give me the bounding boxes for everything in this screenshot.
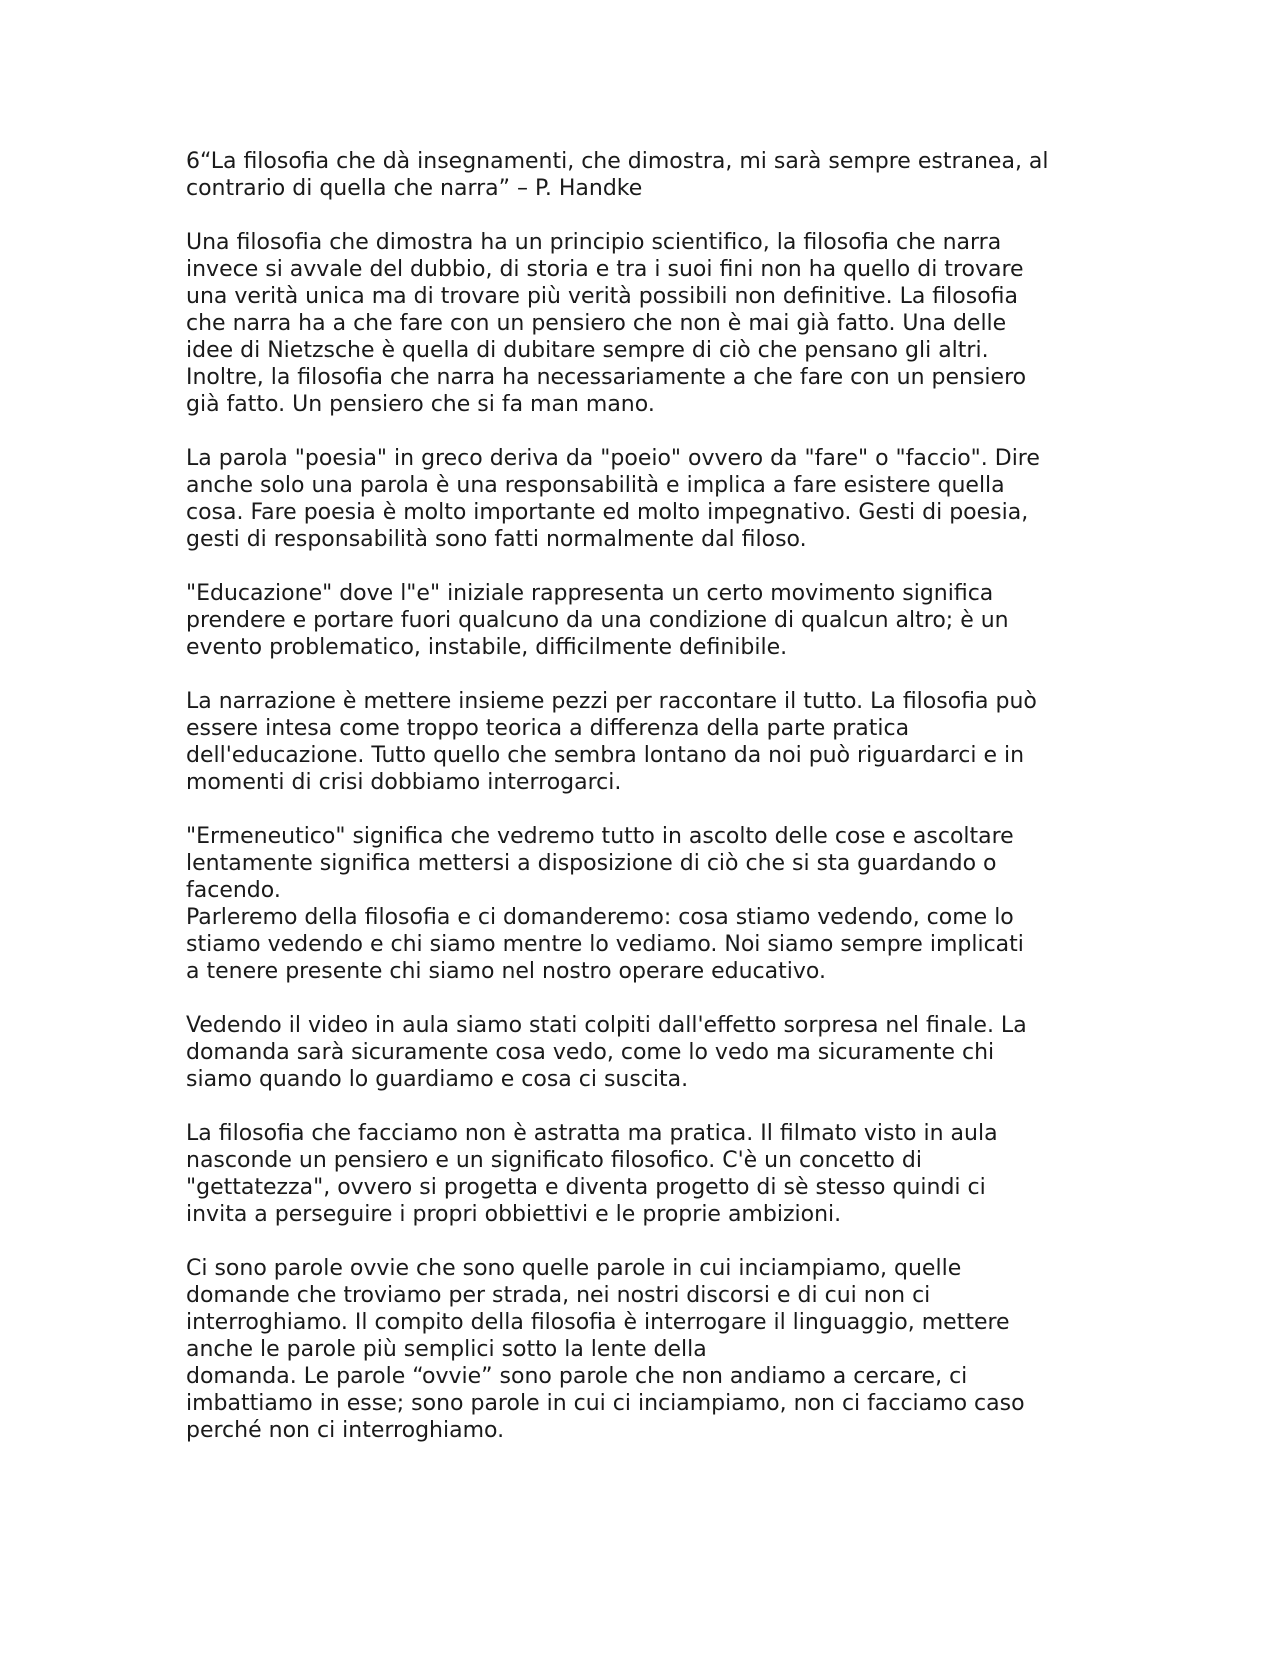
paragraph <box>186 445 1106 553</box>
text-line: domande che troviamo per strada, nei nostri discorsi e di cui non ci <box>186 1283 931 1308</box>
paragraph <box>186 580 1106 661</box>
text-line: contrario di quella che narra” – P. Handke <box>186 176 643 201</box>
text-line: Ci sono parole ovvie che sono quelle parole in cui inciampiamo, quelle <box>186 1256 962 1281</box>
paragraph <box>186 229 1106 418</box>
text-line: facendo. <box>186 878 281 903</box>
text-line: prendere e portare fuori qualcuno da una condizione di qualcun altro; è un <box>186 608 1009 633</box>
text-line: invece si avvale del dubbio, di storia e tra i suoi fini non ha quello di trovare <box>186 257 1024 282</box>
paragraph-quote <box>186 148 1106 202</box>
text-line: nasconde un pensiero e un significato filosofico. C'è un concetto di <box>186 1148 922 1173</box>
text-line: 6“La filosofia che dà insegnamenti, che dimostra, mi sarà sempre estranea, al <box>186 149 1049 174</box>
text-line: a tenere presente chi siamo nel nostro operare educativo. <box>186 959 826 984</box>
text-line: interroghiamo. Il compito della filosofia è interrogare il linguaggio, mettere <box>186 1310 1010 1335</box>
text-line: Parleremo della filosofia e ci domanderemo: cosa stiamo vedendo, come lo <box>186 905 1014 930</box>
text-line: "Ermeneutico" significa che vedremo tutto in ascolto delle cose e ascoltare <box>186 824 1014 849</box>
text-line: Vedendo il video in aula siamo stati colpiti dall'effetto sorpresa nel finale. La <box>186 1013 1027 1038</box>
document-body <box>186 148 1106 1471</box>
text-line: anche solo una parola è una responsabilità e implica a fare esistere quella <box>186 473 1005 498</box>
paragraph <box>186 1012 1106 1093</box>
paragraph <box>186 823 1106 904</box>
text-line: evento problematico, instabile, difficilmente definibile. <box>186 635 788 660</box>
text-line: La narrazione è mettere insieme pezzi per raccontare il tutto. La filosofia può <box>186 689 1037 714</box>
text-line: Una filosofia che dimostra ha un principio scientifico, la filosofia che narra <box>186 230 1002 255</box>
text-line: stiamo vedendo e chi siamo mentre lo vediamo. Noi siamo sempre implicati <box>186 932 1024 957</box>
text-line: domanda sarà sicuramente cosa vedo, come lo vedo ma sicuramente chi <box>186 1040 995 1065</box>
text-line: La parola "poesia" in greco deriva da "poeio" ovvero da "fare" o "faccio". Dire <box>186 446 1040 471</box>
text-line: idee di Nietzsche è quella di dubitare sempre di ciò che pensano gli altri. <box>186 338 989 363</box>
text-line: domanda. Le parole “ovvie” sono parole che non andiamo a cercare, ci <box>186 1364 968 1389</box>
text-line: Inoltre, la filosofia che narra ha necessariamente a che fare con un pensiero <box>186 365 1027 390</box>
paragraph <box>186 688 1106 796</box>
text-line: invita a perseguire i propri obbiettivi e le proprie ambizioni. <box>186 1202 842 1227</box>
text-line: dell'educazione. Tutto quello che sembra lontano da noi può riguardarci e in <box>186 743 1025 768</box>
text-line: "gettatezza", ovvero si progetta e diventa progetto di sè stesso quindi ci <box>186 1175 986 1200</box>
text-line: lentamente significa mettersi a disposizione di ciò che si sta guardando o <box>186 851 997 876</box>
text-line: cosa. Fare poesia è molto importante ed molto impegnativo. Gesti di poesia, <box>186 500 1029 525</box>
text-line: "Educazione" dove l"e" iniziale rappresenta un certo movimento significa <box>186 581 994 606</box>
text-line: essere intesa come troppo teorica a differenza della parte pratica <box>186 716 910 741</box>
text-line: perché non ci interroghiamo. <box>186 1418 505 1443</box>
text-line: una verità unica ma di trovare più verità possibili non definitive. La filosofia <box>186 284 1018 309</box>
paragraph <box>186 1255 1106 1444</box>
text-line: momenti di crisi dobbiamo interrogarci. <box>186 770 622 795</box>
paragraph <box>186 1120 1106 1228</box>
text-line: che narra ha a che fare con un pensiero che non è mai già fatto. Una delle <box>186 311 1007 336</box>
text-line: siamo quando lo guardiamo e cosa ci suscita. <box>186 1067 689 1092</box>
text-line: gesti di responsabilità sono fatti normalmente dal filoso. <box>186 527 807 552</box>
text-line: già fatto. Un pensiero che si fa man mano. <box>186 392 655 417</box>
paragraph <box>186 904 1106 985</box>
text-line: imbattiamo in esse; sono parole in cui ci inciampiamo, non ci facciamo caso <box>186 1391 1025 1416</box>
text-line: anche le parole più semplici sotto la lente della <box>186 1337 707 1362</box>
text-line: La filosofia che facciamo non è astratta ma pratica. Il filmato visto in aula <box>186 1121 998 1146</box>
